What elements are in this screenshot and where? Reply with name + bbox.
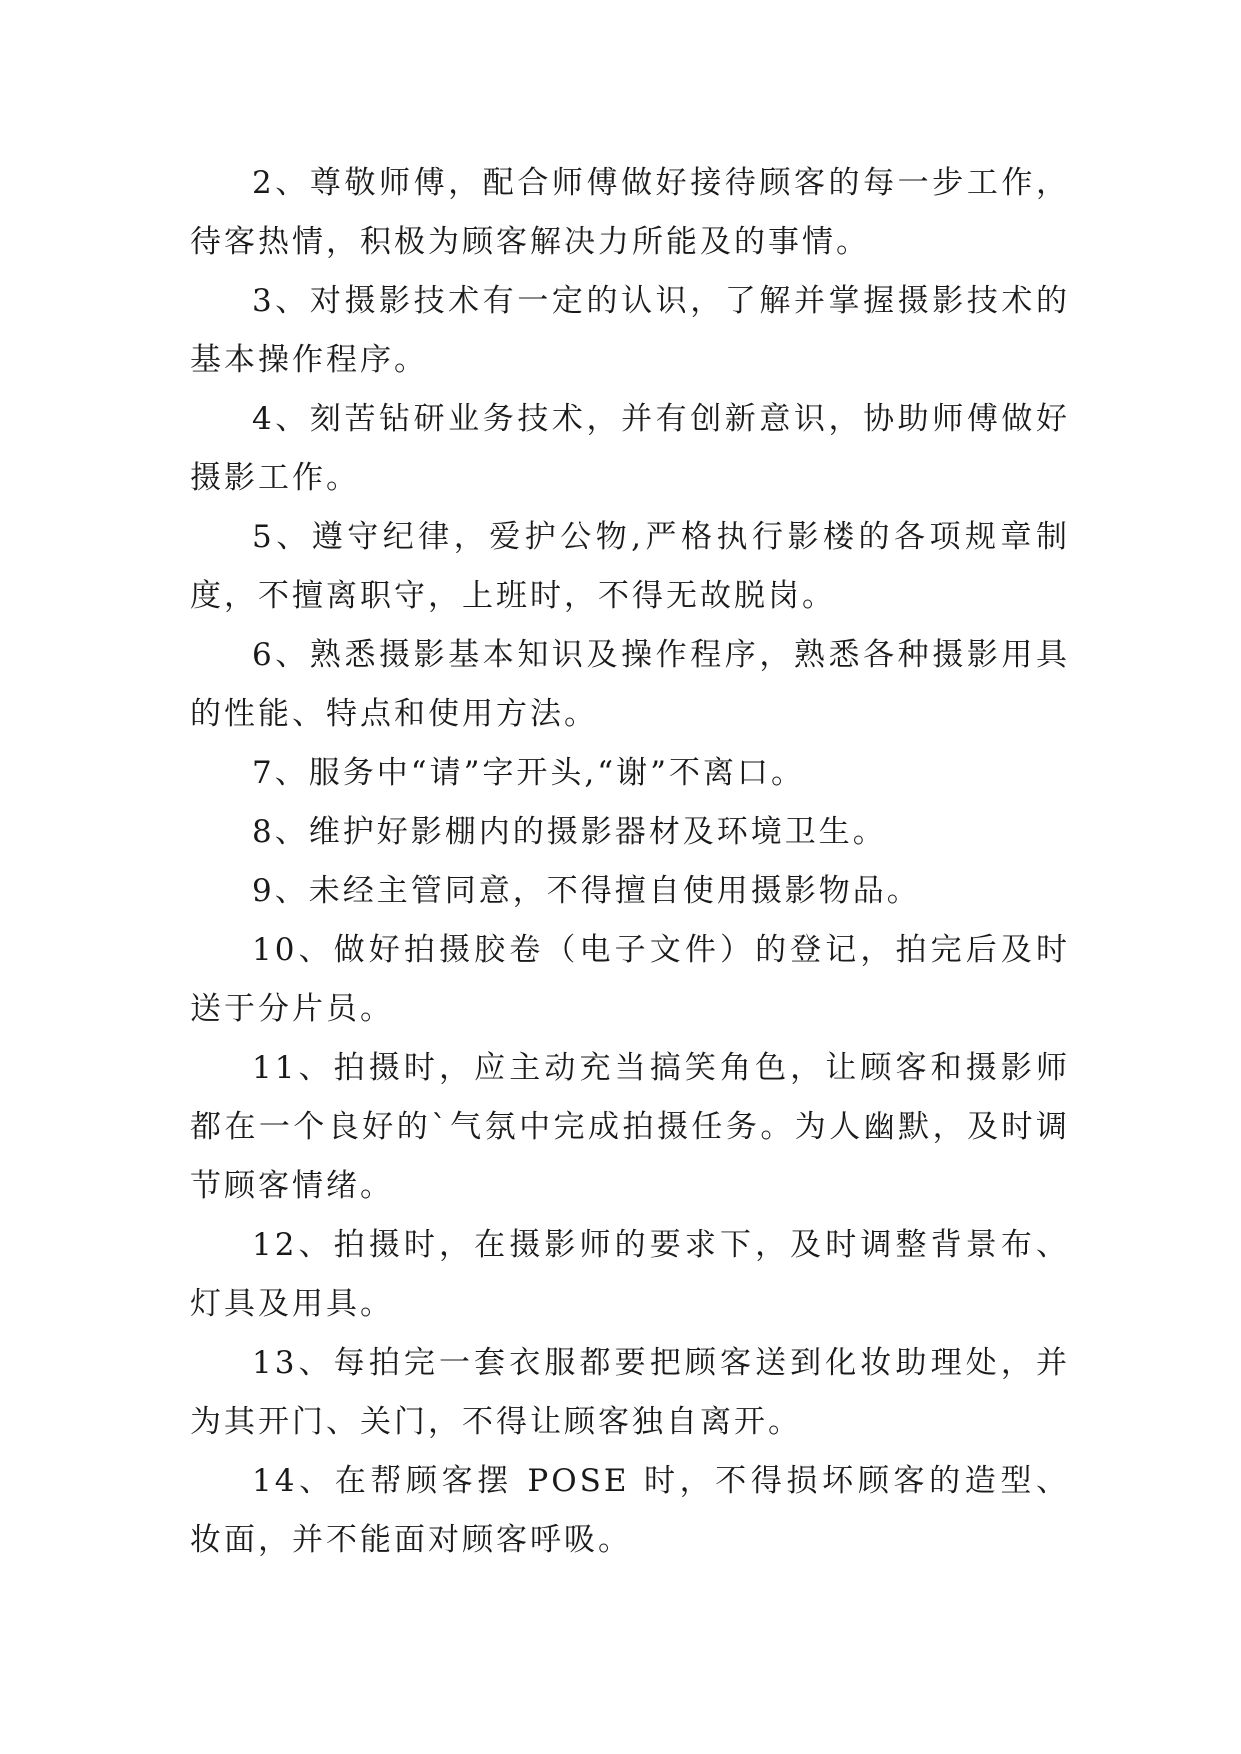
paragraph-item-11: 11、拍摄时，应主动充当搞笑角色，让顾客和摄影师都在一个良好的`气氛中完成拍摄任务。为人幽默，及时调节顾客情绪。 bbox=[190, 1050, 1070, 1204]
paragraph-item-12: 12、拍摄时，在摄影师的要求下，及时调整背景布、灯具及用具。 bbox=[190, 1227, 1070, 1322]
document-body bbox=[190, 154, 1070, 1570]
paragraph-item-4: 4、刻苦钻研业务技术，并有创新意识，协助师傅做好摄影工作。 bbox=[190, 401, 1070, 496]
paragraph-item-6: 6、熟悉摄影基本知识及操作程序，熟悉各种摄影用具的性能、特点和使用方法。 bbox=[190, 637, 1070, 732]
paragraph-item-2: 2、尊敬师傅，配合师傅做好接待顾客的每一步工作，待客热情，积极为顾客解决力所能及的事情。 bbox=[190, 165, 1070, 260]
paragraph-item-3: 3、对摄影技术有一定的认识，了解并掌握摄影技术的基本操作程序。 bbox=[190, 283, 1070, 378]
paragraph-item-7: 7、服务中“请”字开头,“谢”不离口。 bbox=[252, 755, 805, 791]
paragraph-item-10: 10、做好拍摄胶卷（电子文件）的登记，拍完后及时送于分片员。 bbox=[190, 932, 1070, 1027]
paragraph-item-14: 14、在帮顾客摆 POSE 时，不得损坏顾客的造型、妆面，并不能面对顾客呼吸。 bbox=[190, 1463, 1070, 1558]
paragraph-item-5: 5、遵守纪律，爱护公物,严格执行影楼的各项规章制度，不擅离职守，上班时，不得无故脱岗。 bbox=[190, 519, 1070, 614]
paragraph-item-13: 13、每拍完一套衣服都要把顾客送到化妆助理处，并为其开门、关门，不得让顾客独自离开。 bbox=[190, 1345, 1070, 1440]
paragraph-item-8: 8、维护好影棚内的摄影器材及环境卫生。 bbox=[252, 814, 887, 850]
paragraph-item-9: 9、未经主管同意，不得擅自使用摄影物品。 bbox=[252, 873, 921, 909]
